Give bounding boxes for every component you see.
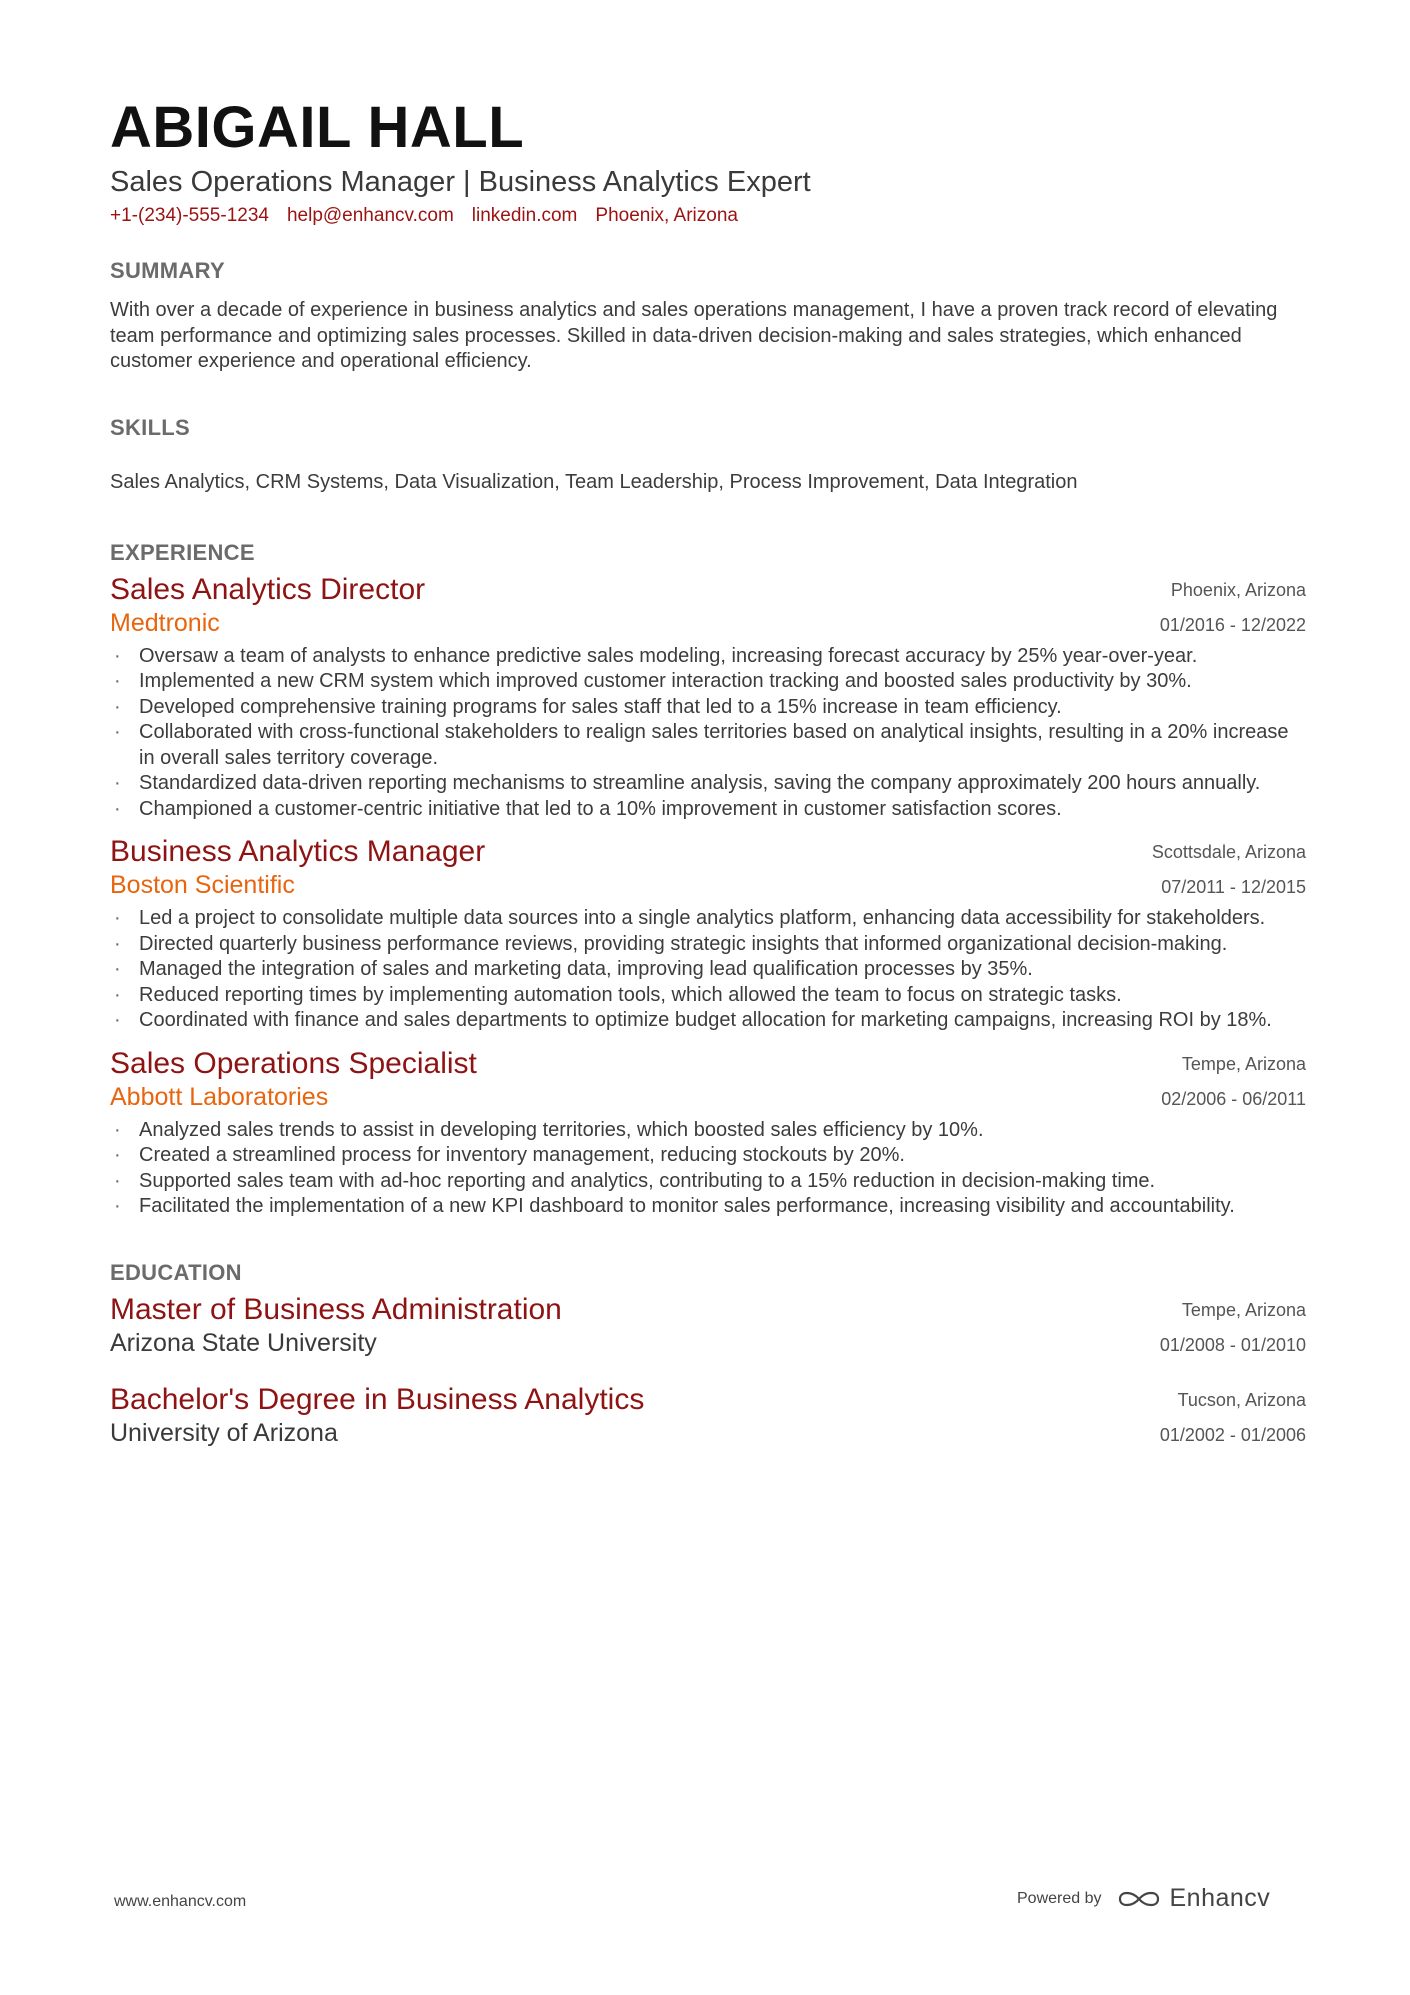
education-meta (1160, 1292, 1306, 1362)
job-bullet: · Supported sales team with ad-hoc reporting and analytics, contributing to a 15% reduction in decision-making time. (110, 1169, 1306, 1195)
job-bullet: · Standardized data-driven reporting mechanisms to streamline analysis, saving the company approximately 200 hours annually. (110, 771, 1306, 797)
job-bullets (110, 1118, 1306, 1220)
enhancv-logo[interactable] (1116, 1884, 1271, 1913)
job-bullet: · Directed quarterly business performance reviews, providing strategic insights that informed organizational decision-making. (110, 932, 1306, 958)
education-entry (110, 1292, 1306, 1358)
job-title: Sales Operations Specialist (110, 1046, 477, 1080)
infinity-logo-icon (1116, 1887, 1162, 1911)
job-dates: 01/2016 - 12/2022 (1159, 614, 1306, 635)
job-bullet: · Analyzed sales trends to assist in developing territories, which boosted sales efficiency by 10%. (110, 1118, 1306, 1144)
contact-phone[interactable]: +1-(234)-555-1234 (110, 205, 269, 226)
experience-entry (110, 834, 1306, 1034)
job-dates: 02/2006 - 06/2011 (1161, 1088, 1306, 1109)
contact-linkedin[interactable]: linkedin.com (471, 205, 578, 226)
school-name: University of Arizona (110, 1418, 338, 1447)
experience-title: EXPERIENCE (110, 539, 255, 565)
contact-email[interactable]: help@enhancv.com (286, 205, 454, 226)
brand-name: Enhancv (1169, 1884, 1271, 1912)
job-bullets (110, 906, 1306, 1034)
experience-section (110, 540, 1306, 1220)
job-bullet: · Collaborated with cross-functional stakeholders to realign sales territories based on analytical insights, resulting in a 20% increase in overall sales territory coverage. (110, 720, 1306, 771)
job-bullet: · Oversaw a team of analysts to enhance predictive sales modeling, increasing forecast accuracy by 25% year-over-year. (110, 644, 1306, 670)
job-title: Sales Analytics Director (110, 572, 426, 606)
candidate-tagline: Sales Operations Manager | Business Analytics Expert (110, 166, 811, 198)
education-title: EDUCATION (110, 1259, 242, 1285)
job-bullet: · Created a streamlined process for inventory management, reducing stockouts by 20%. (110, 1143, 1306, 1169)
contact-line (110, 204, 1306, 228)
school-name: Arizona State University (110, 1328, 377, 1357)
job-location: Scottsdale, Arizona (1151, 842, 1306, 862)
footer-branding (1017, 1884, 1270, 1913)
job-bullet: · Coordinated with finance and sales departments to optimize budget allocation for marketing campaigns, increasing ROI by 18%. (110, 1008, 1306, 1034)
job-meta (1152, 834, 1306, 904)
job-bullets (110, 644, 1306, 823)
education-entry (110, 1382, 1306, 1448)
education-meta (1160, 1382, 1306, 1452)
job-bullet: · Reduced reporting times by implementing automation tools, which allowed the team to focus on strategic tasks. (110, 983, 1306, 1009)
degree-title: Master of Business Administration (110, 1292, 562, 1326)
job-company: Medtronic (110, 608, 220, 637)
job-dates: 07/2011 - 12/2015 (1161, 877, 1306, 897)
job-title: Business Analytics Manager (110, 835, 486, 868)
degree-title: Bachelor's Degree in Business Analytics (110, 1382, 645, 1416)
footer-website[interactable]: www.enhancv.com (114, 1893, 247, 1910)
skills-title: SKILLS (110, 414, 191, 440)
job-meta (1160, 572, 1306, 642)
education-location: Tucson, Arizona (1177, 1389, 1306, 1410)
resume-header (110, 96, 1306, 228)
experience-entry (110, 572, 1306, 823)
job-bullet: · Led a project to consolidate multiple data sources into a single analytics platform, enhancing data accessibility for stakeholders. (110, 906, 1306, 932)
candidate-name: ABIGAIL HALL (110, 95, 525, 160)
experience-entry (110, 1046, 1306, 1220)
skills-section (110, 415, 1306, 494)
education-dates: 01/2008 - 01/2010 (1159, 1334, 1306, 1355)
job-bullet: · Championed a customer-centric initiative that led to a 10% improvement in customer satisfaction scores. (110, 797, 1306, 823)
job-location: Tempe, Arizona (1181, 1053, 1306, 1074)
job-bullet: · Managed the integration of sales and marketing data, improving lead qualification processes by 35%. (110, 957, 1306, 983)
skills-text: Sales Analytics, CRM Systems, Data Visualization, Team Leadership, Process Improvement, Data Integration (110, 470, 1078, 493)
powered-by-label: Powered by (1017, 1889, 1102, 1907)
contact-location: Phoenix, Arizona (595, 205, 738, 226)
job-bullet: · Facilitated the implementation of a new KPI dashboard to monitor sales performance, increasing visibility and accountability. (110, 1194, 1306, 1220)
job-bullet: · Implemented a new CRM system which improved customer interaction tracking and boosted sales productivity by 30%. (110, 669, 1306, 695)
summary-text: With over a decade of experience in business analytics and sales operations management, I have a proven track record of elevating team performance and optimizing sales processes. Skilled in data-driven decision-making and sales strategies, which enhanced customer experience and operational efficiency. (110, 299, 1278, 372)
education-dates: 01/2002 - 01/2006 (1159, 1424, 1306, 1445)
job-company: Boston Scientific (110, 871, 295, 899)
education-section (110, 1260, 1306, 1448)
job-bullet: · Developed comprehensive training programs for sales staff that led to a 15% increase in team efficiency. (110, 695, 1306, 721)
resume-page (110, 96, 1306, 1448)
job-location: Phoenix, Arizona (1170, 579, 1306, 600)
job-company: Abbott Laboratories (110, 1082, 329, 1111)
education-location: Tempe, Arizona (1181, 1299, 1306, 1320)
job-meta (1161, 1046, 1306, 1116)
summary-section (110, 258, 1306, 375)
summary-title: SUMMARY (110, 258, 225, 283)
